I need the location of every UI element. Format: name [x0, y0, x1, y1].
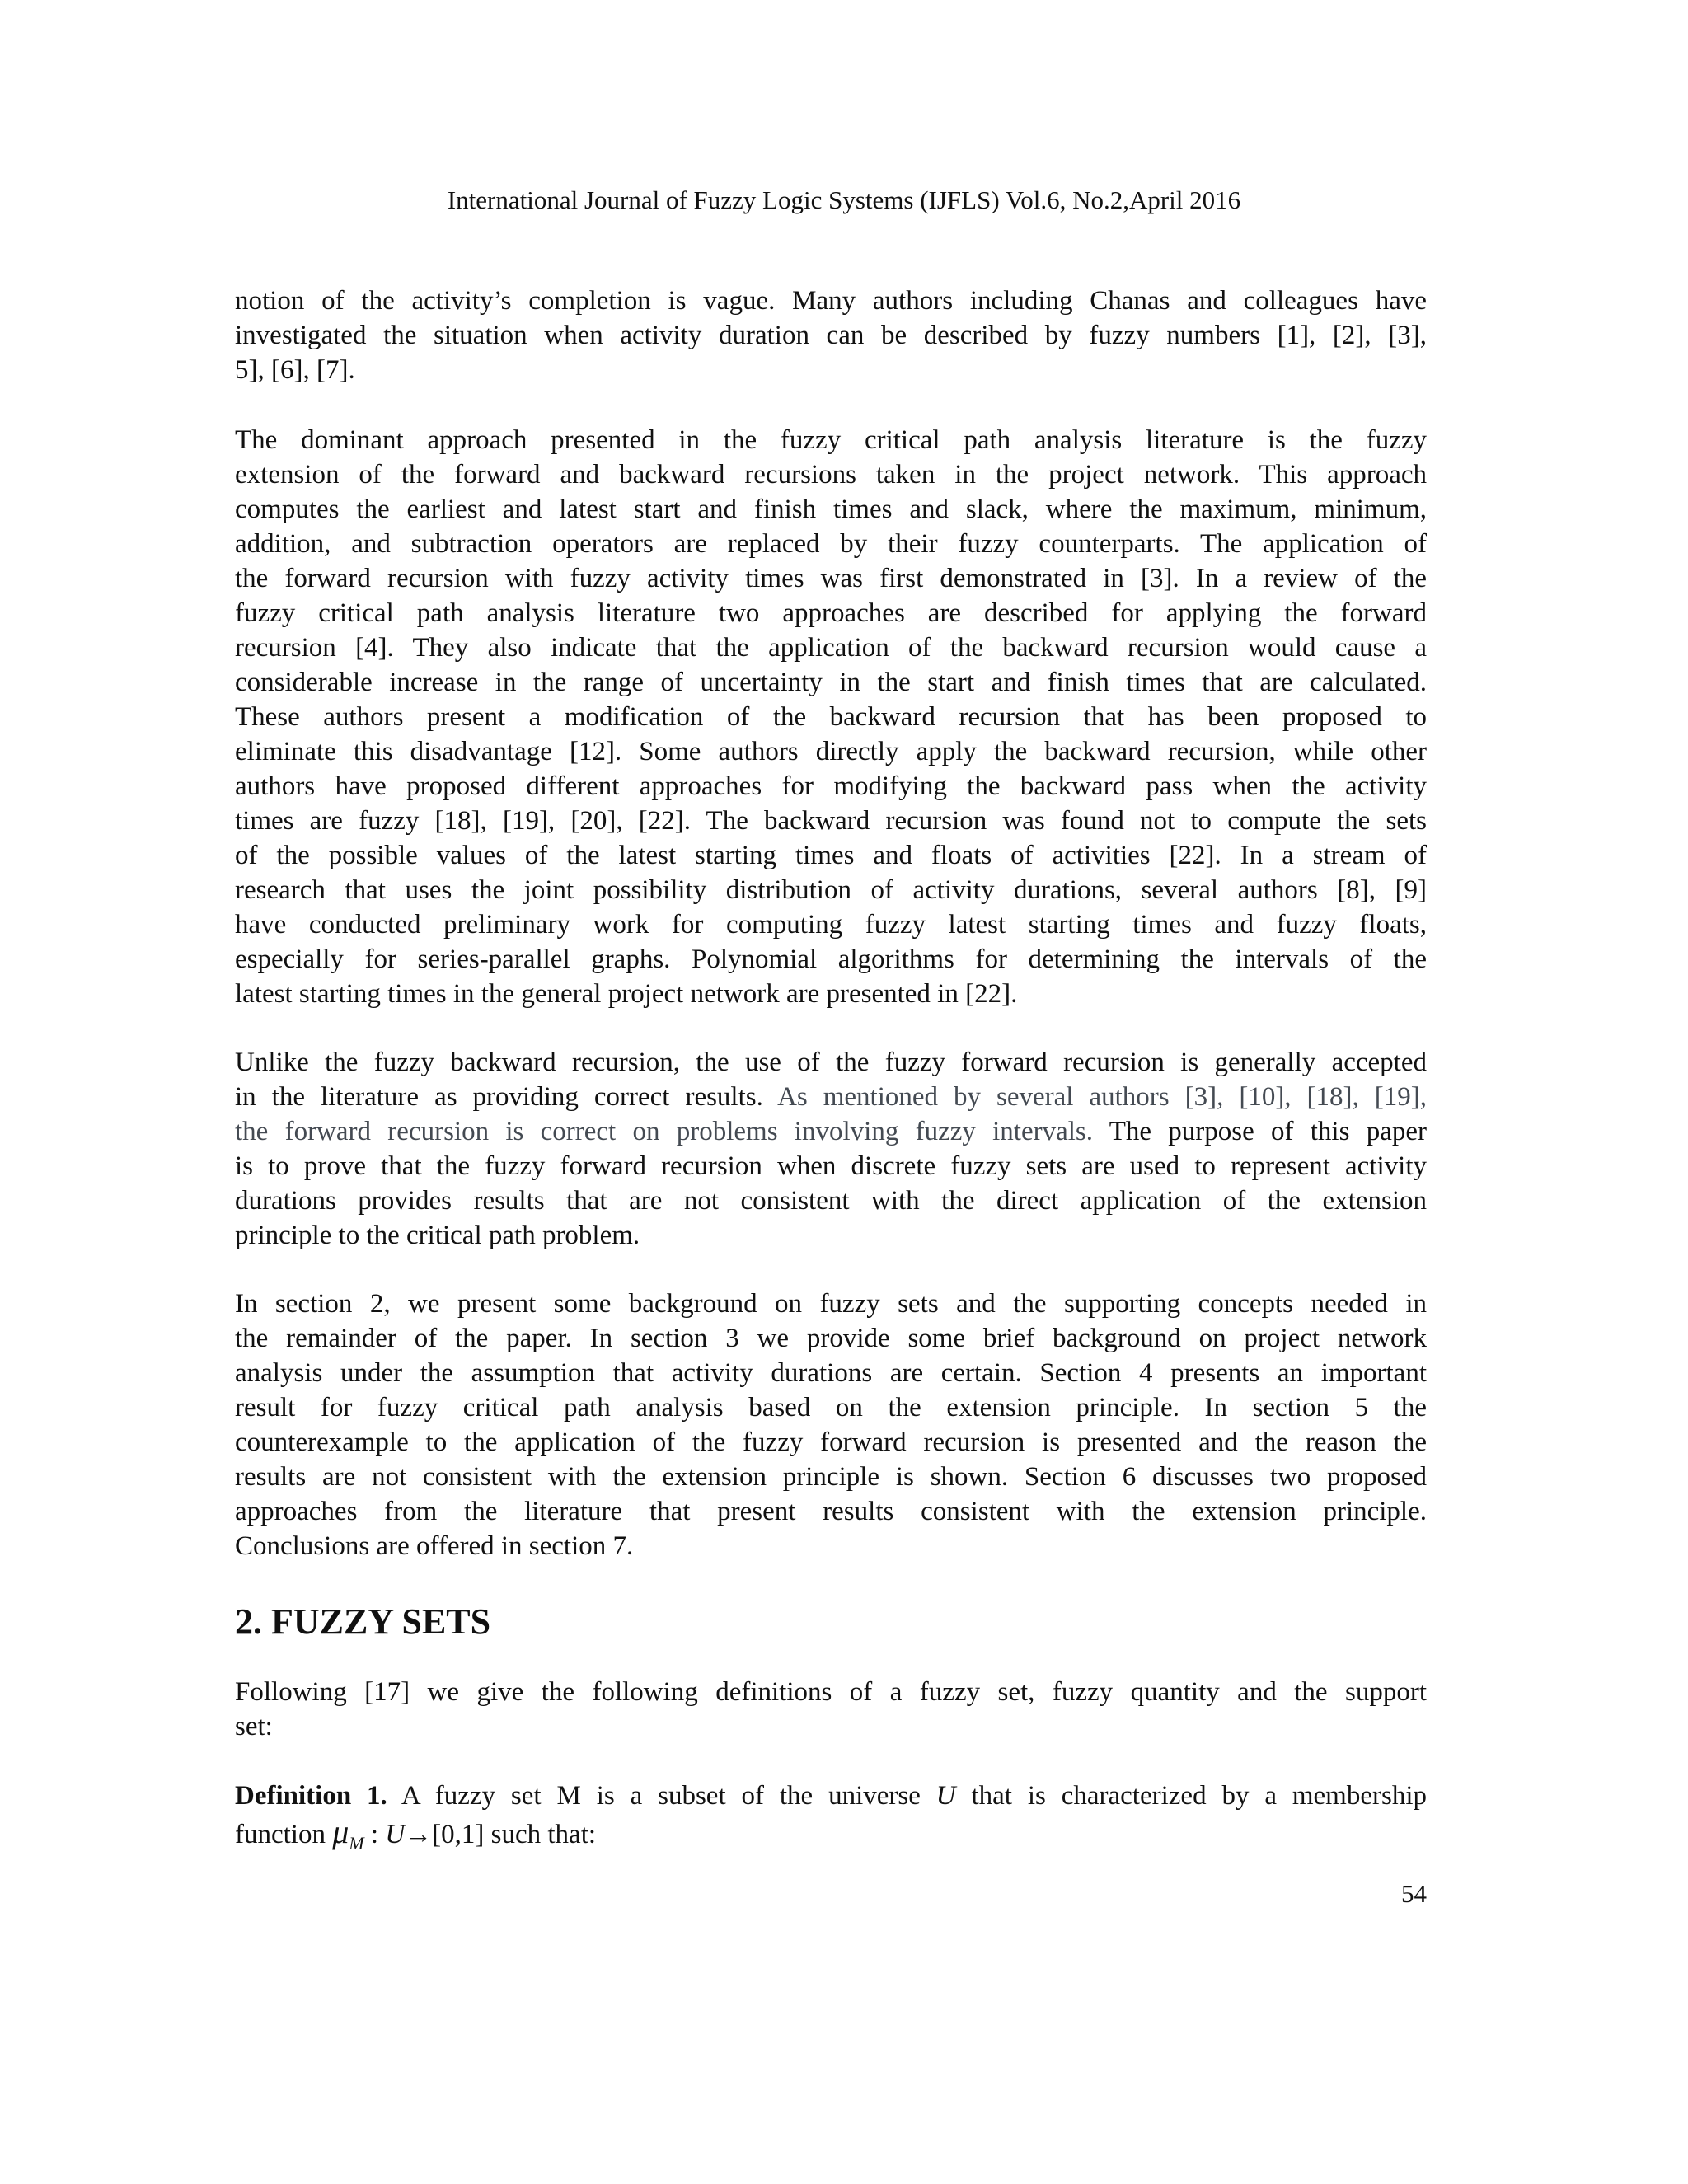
text-line: notion of the activity’s completion is vague. Many authors including Chanas and colleagues have: [235, 286, 1427, 316]
text-segment: in the literature as providing correct results.: [235, 1082, 763, 1112]
text-segment: :: [363, 1820, 386, 1849]
text-line: In section 2, we present some background on fuzzy sets and the supporting concepts needed in: [235, 1289, 1427, 1319]
domain-symbol: U: [385, 1820, 406, 1849]
text-segment: that is characterized by a membership: [955, 1781, 1428, 1811]
text-line: The dominant approach presented in the fuzzy critical path analysis literature is the fuzzy: [235, 425, 1427, 455]
text-line: Following [17] we give the following definitions of a fuzzy set, fuzzy quantity and the support: [235, 1677, 1427, 1707]
text-line: approaches from the literature that present results consistent with the extension principle.: [235, 1497, 1427, 1526]
universe-symbol: U: [935, 1781, 956, 1811]
text-line: times are fuzzy [18], [19], [20], [22]. The backward recursion was found not to compute the sets: [235, 806, 1427, 836]
text-line: [235, 1114, 1427, 1149]
text-line: computes the earliest and latest start and finish times and slack, where the maximum, minimum,: [235, 494, 1427, 524]
quoted-text-segment: the forward recursion is correct on problems involving fuzzy intervals.: [235, 1117, 1094, 1146]
text-line: analysis under the assumption that activity durations are certain. Section 4 presents an important: [235, 1358, 1427, 1388]
text-line: fuzzy critical path analysis literature two approaches are described for applying the forward: [235, 598, 1427, 628]
codomain-interval: [0,1]: [432, 1820, 485, 1849]
definition-1: [235, 1779, 1428, 1854]
text-line: have conducted preliminary work for computing fuzzy latest starting times and fuzzy floats,: [235, 910, 1427, 940]
text-line: is to prove that the fuzzy forward recursion when discrete fuzzy sets are used to represent activity: [235, 1151, 1427, 1181]
text-segment: A fuzzy set M is a subset of the universe: [387, 1781, 936, 1811]
text-line: addition, and subtraction operators are replaced by their fuzzy counterparts. The application of: [235, 529, 1427, 559]
paragraph-3: [235, 1045, 1427, 1253]
running-header: International Journal of Fuzzy Logic Systems (IJFLS) Vol.6, No.2,April 2016: [447, 185, 1241, 214]
text-line: eliminate this disadvantage [12]. Some authors directly apply the backward recursion, while other: [235, 737, 1427, 766]
definition-label: Definition 1.: [235, 1781, 387, 1811]
page-number: 54: [1401, 1879, 1427, 1908]
text-line: recursion [4]. They also indicate that the application of the backward recursion would cause a: [235, 633, 1427, 663]
membership-function-symbol: μ: [332, 1813, 349, 1850]
text-line: results are not consistent with the extension principle is shown. Section 6 discusses two proposed: [235, 1462, 1427, 1492]
text-line: of the possible values of the latest starting times and floats of activities [22]. In a stream of: [235, 841, 1427, 870]
text-line: Conclusions are offered in section 7.: [235, 1531, 634, 1561]
text-line: result for fuzzy critical path analysis based on the extension principle. In section 5 the: [235, 1393, 1427, 1422]
quoted-text-segment: As mentioned by several authors [3], [10], [18], [19],: [777, 1082, 1428, 1112]
text-line: [235, 1080, 1427, 1114]
text-line: authors have proposed different approaches for modifying the backward pass when the activity: [235, 771, 1427, 801]
text-segment: such that:: [484, 1820, 597, 1849]
text-line: Unlike the fuzzy backward recursion, the use of the fuzzy forward recursion is generally accepted: [235, 1047, 1427, 1077]
text-line: especially for series-parallel graphs. Polynomial algorithms for determining the intervals of the: [235, 944, 1427, 974]
text-line: durations provides results that are not consistent with the direct application of the extension: [235, 1186, 1427, 1216]
text-line: the remainder of the paper. In section 3 we provide some brief background on project network: [235, 1324, 1427, 1353]
text-line: These authors present a modification of the backward recursion that has been proposed to: [235, 702, 1427, 732]
text-line: investigated the situation when activity duration can be described by fuzzy numbers [1], [2], [3],: [235, 321, 1427, 350]
text-line: research that uses the joint possibility distribution of activity durations, several authors [8], [9]: [235, 875, 1427, 905]
text-segment: function: [235, 1820, 326, 1849]
text-line: principle to the critical path problem.: [235, 1221, 640, 1250]
text-line: extension of the forward and backward recursions taken in the project network. This approach: [235, 460, 1427, 490]
text-line: [235, 1779, 1427, 1813]
text-line: considerable increase in the range of uncertainty in the start and finish times that are calculated.: [235, 668, 1427, 697]
section-heading: 2. FUZZY SETS: [235, 1601, 491, 1642]
membership-subscript: M: [349, 1833, 364, 1854]
text-line: counterexample to the application of the fuzzy forward recursion is presented and the reason the: [235, 1427, 1427, 1457]
text-line: set:: [235, 1712, 273, 1741]
text-line: 5], [6], [7].: [235, 355, 355, 385]
paragraph-4: [235, 1286, 1427, 1563]
paragraph-2: [235, 423, 1427, 1011]
text-line: latest starting times in the general project network are presented in [22].: [235, 979, 1018, 1009]
section-intro: [235, 1675, 1427, 1744]
text-segment: The purpose of this paper: [1109, 1117, 1427, 1146]
text-line: the forward recursion with fuzzy activity times was first demonstrated in [3]. In a review of the: [235, 564, 1427, 593]
paragraph-1: [235, 284, 1427, 387]
formula-line: [235, 1813, 1427, 1854]
arrow-symbol: →: [405, 1820, 433, 1849]
